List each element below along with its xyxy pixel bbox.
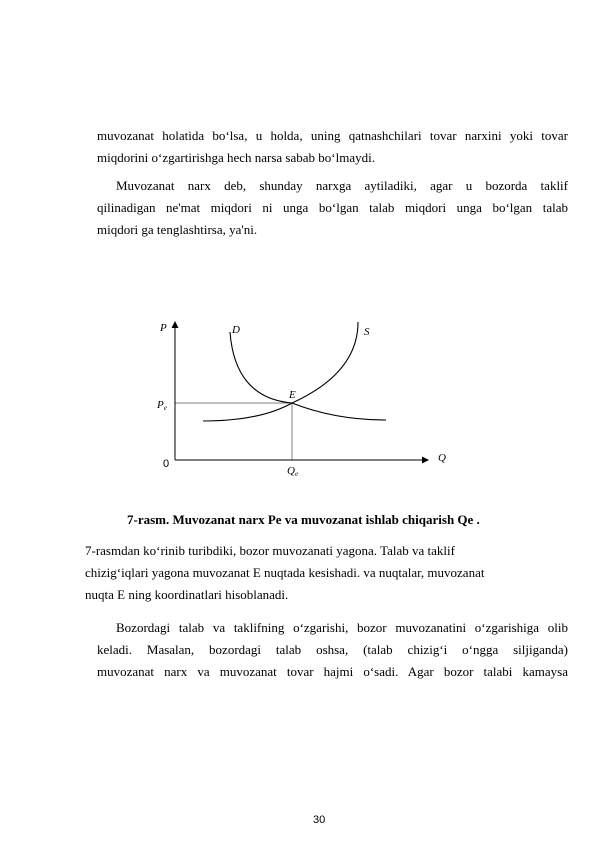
demand-curve: [230, 332, 386, 420]
qe-label-main: Q: [287, 465, 295, 477]
paragraph-1: [97, 125, 568, 169]
paragraph-4-line-2: keladi. Masalan, bozordagi talab oshsa, (talab chizig‘i o‘ngga siljiganda): [97, 642, 568, 657]
paragraph-2-line-1: Muvozanat narx deb, shunday narxga aytiladiki, agar u bozorda taklif: [116, 178, 568, 193]
p-axis-label: P: [160, 322, 167, 334]
qe-label: [287, 465, 298, 478]
paragraph-2: [97, 175, 568, 241]
equilibrium-label: E: [289, 389, 296, 401]
page-number: 30: [313, 814, 326, 826]
paragraph-2-line-2: qilinadigan ne'mat miqdori ni unga bo‘lgan talab miqdori unga bo‘lgan talab: [97, 200, 568, 215]
pe-label-sub: e: [163, 404, 167, 412]
paragraph-4-line-3: muvozanat narx va muvozanat tovar hajmi o‘sadi. Agar bozor talabi kamaysa: [97, 664, 568, 679]
paragraph-3-line-3: nuqta E ning koordinatlari hisoblanadi.: [85, 587, 289, 602]
paragraph-1-line-2: miqdorini o‘zgartirishga hech narsa sabab bo‘lmaydi.: [97, 150, 375, 165]
qe-label-sub: e: [294, 470, 299, 478]
paragraph-3-line-1: 7-rasmdan ko‘rinib turibdiki, bozor muvozanati yagona. Talab va taklif: [85, 543, 455, 558]
pe-label: [156, 399, 167, 412]
paragraph-3: [85, 540, 568, 606]
paragraph-2-line-3: miqdori ga tenglashtirsa, ya'ni.: [97, 222, 258, 237]
paragraph-1-line-1: muvozanat holatida bo‘lsa, u holda, uning qatnashchilari tovar narxini yoki tovar: [97, 128, 568, 143]
demand-label: D: [232, 324, 240, 336]
paragraph-4-line-1: Bozordagi talab va taklifning o‘zgarishi, bozor muvozanatini o‘zgarishiga olib: [116, 620, 568, 635]
figure-caption: 7-rasm. Muvozanat narx Pe va muvozanat ishlab chiqarish Qe .: [127, 512, 480, 527]
supply-curve: [203, 322, 358, 421]
paragraph-3-line-2: chizig‘iqlari yagona muvozanat E nuqtada kesishadi. va nuqtalar, muvozanat: [85, 565, 485, 580]
origin-label: 0: [163, 458, 170, 470]
pe-label-main: P: [157, 399, 164, 411]
paragraph-4: [97, 617, 568, 683]
supply-label: S: [364, 326, 370, 338]
supply-demand-diagram: [150, 318, 460, 483]
q-axis-label: Q: [438, 452, 446, 464]
